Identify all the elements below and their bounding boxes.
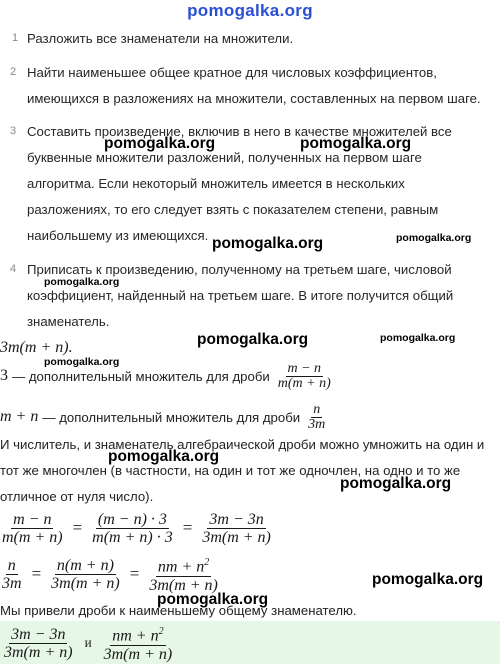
watermark: pomogalka.org [44, 356, 120, 368]
factor-text: — дополнительный множитель для дроби [42, 409, 301, 425]
watermark: pomogalka.org [340, 475, 452, 492]
denominator: 3m [2, 574, 22, 592]
explanation-line: И числитель, и знаменатель алгебраической дроби можно умножить на один и [0, 437, 485, 452]
denominator: m(m + n) · 3 [92, 528, 173, 546]
fraction [90, 511, 175, 546]
numerator: n [313, 401, 321, 417]
watermark: pomogalka.org [380, 332, 456, 344]
watermark: pomogalka.org [104, 135, 216, 152]
explanation-line: тот же многочлен (в частности, на один и тот же одночлен, на одно и то же [0, 463, 461, 478]
step-text: Составить произведение, включив в него в качестве множителей все [27, 124, 452, 139]
numerator: 3m − 3n [11, 625, 66, 643]
watermark: pomogalka.org [44, 276, 120, 288]
step-number: 3 [10, 125, 17, 137]
numerator: m − n [287, 360, 322, 376]
conclusion-text: Мы привели дроби к наименьшему общему знаменателю. [0, 603, 357, 618]
explanation-line: отличное от нуля число). [0, 489, 154, 504]
watermark: pomogalka.org [197, 331, 309, 348]
fraction [147, 554, 220, 593]
denominator: 3m(m + n) [4, 643, 73, 661]
fraction [49, 557, 122, 592]
factor-value: m + n [0, 408, 39, 425]
equals-sign: = [129, 564, 140, 583]
exponent: 2 [204, 557, 210, 569]
watermark: pomogalka.org [212, 235, 324, 252]
common-denominator: 3m(m + n). [0, 339, 73, 356]
watermark: pomogalka.org [157, 591, 269, 608]
exponent: 2 [158, 626, 164, 638]
factor-line-2 [0, 397, 327, 437]
step-text: алгоритма. Если некоторый множитель имеется в нескольких [27, 176, 405, 191]
fraction [200, 511, 273, 546]
denominator: 3m [308, 416, 326, 432]
step-text: Приписать к произведению, полученному на третьем шаге, числовой [27, 262, 452, 277]
denominator: m(m + n) [2, 528, 63, 546]
watermark: pomogalka.org [300, 135, 412, 152]
numerator: (m − n) · 3 [97, 510, 167, 528]
equals-sign: = [72, 518, 83, 537]
factor-text: — дополнительный множитель для дроби [12, 368, 270, 384]
step-text: наибольшему из имеющихся. [27, 228, 209, 243]
fraction [102, 623, 175, 662]
fraction [306, 403, 327, 432]
result-fractions [2, 622, 174, 664]
step-text: разложениях, то его следует взять с показателем степени, равным [27, 202, 439, 217]
step-number: 2 [10, 66, 17, 78]
equals-sign: = [31, 564, 42, 583]
step-text: имеющихся в разложениях на множители, составленных на первом шаге. [27, 91, 481, 106]
equation-1 [0, 507, 273, 549]
step-text: буквенные множители разложений, полученных на первом шаге [27, 150, 422, 165]
denominator: m(m + n) [277, 375, 331, 391]
numerator: 3m − 3n [209, 510, 264, 528]
fraction [0, 511, 65, 546]
step-text: коэффициент, найденный на третьем шаге. В итоге получится общий [27, 288, 454, 303]
watermark: pomogalka.org [396, 232, 472, 244]
step-text: Разложить все знаменатели на множители. [27, 31, 294, 46]
denominator: 3m(m + n) [51, 574, 120, 592]
step-number: 4 [10, 263, 17, 275]
conjunction: и [84, 635, 92, 650]
fraction [276, 362, 333, 391]
denominator: 3m(m + n) [149, 576, 218, 594]
numerator: n [7, 556, 16, 574]
numerator-base: nm + n [157, 558, 205, 576]
factor-value: 3 [0, 367, 8, 384]
site-title[interactable]: pomogalka.org [187, 1, 313, 20]
fraction [2, 626, 75, 661]
equation-2 [0, 553, 220, 595]
factor-line-1 [0, 356, 333, 396]
numerator: m − n [13, 510, 52, 528]
numerator [156, 554, 211, 576]
watermark: pomogalka.org [372, 571, 484, 588]
equals-sign: = [182, 518, 193, 537]
numerator: n(m + n) [56, 556, 114, 574]
fraction [0, 557, 24, 592]
step-text: Найти наименьшее общее кратное для числовых коэффициентов, [27, 65, 437, 80]
denominator: 3m(m + n) [103, 645, 173, 663]
numerator [110, 623, 165, 645]
watermark: pomogalka.org [108, 448, 220, 465]
step-text: знаменатель. [27, 314, 110, 329]
denominator: 3m(m + n) [202, 528, 271, 546]
step-number: 1 [12, 32, 19, 44]
numerator-base: nm + n [112, 627, 159, 645]
